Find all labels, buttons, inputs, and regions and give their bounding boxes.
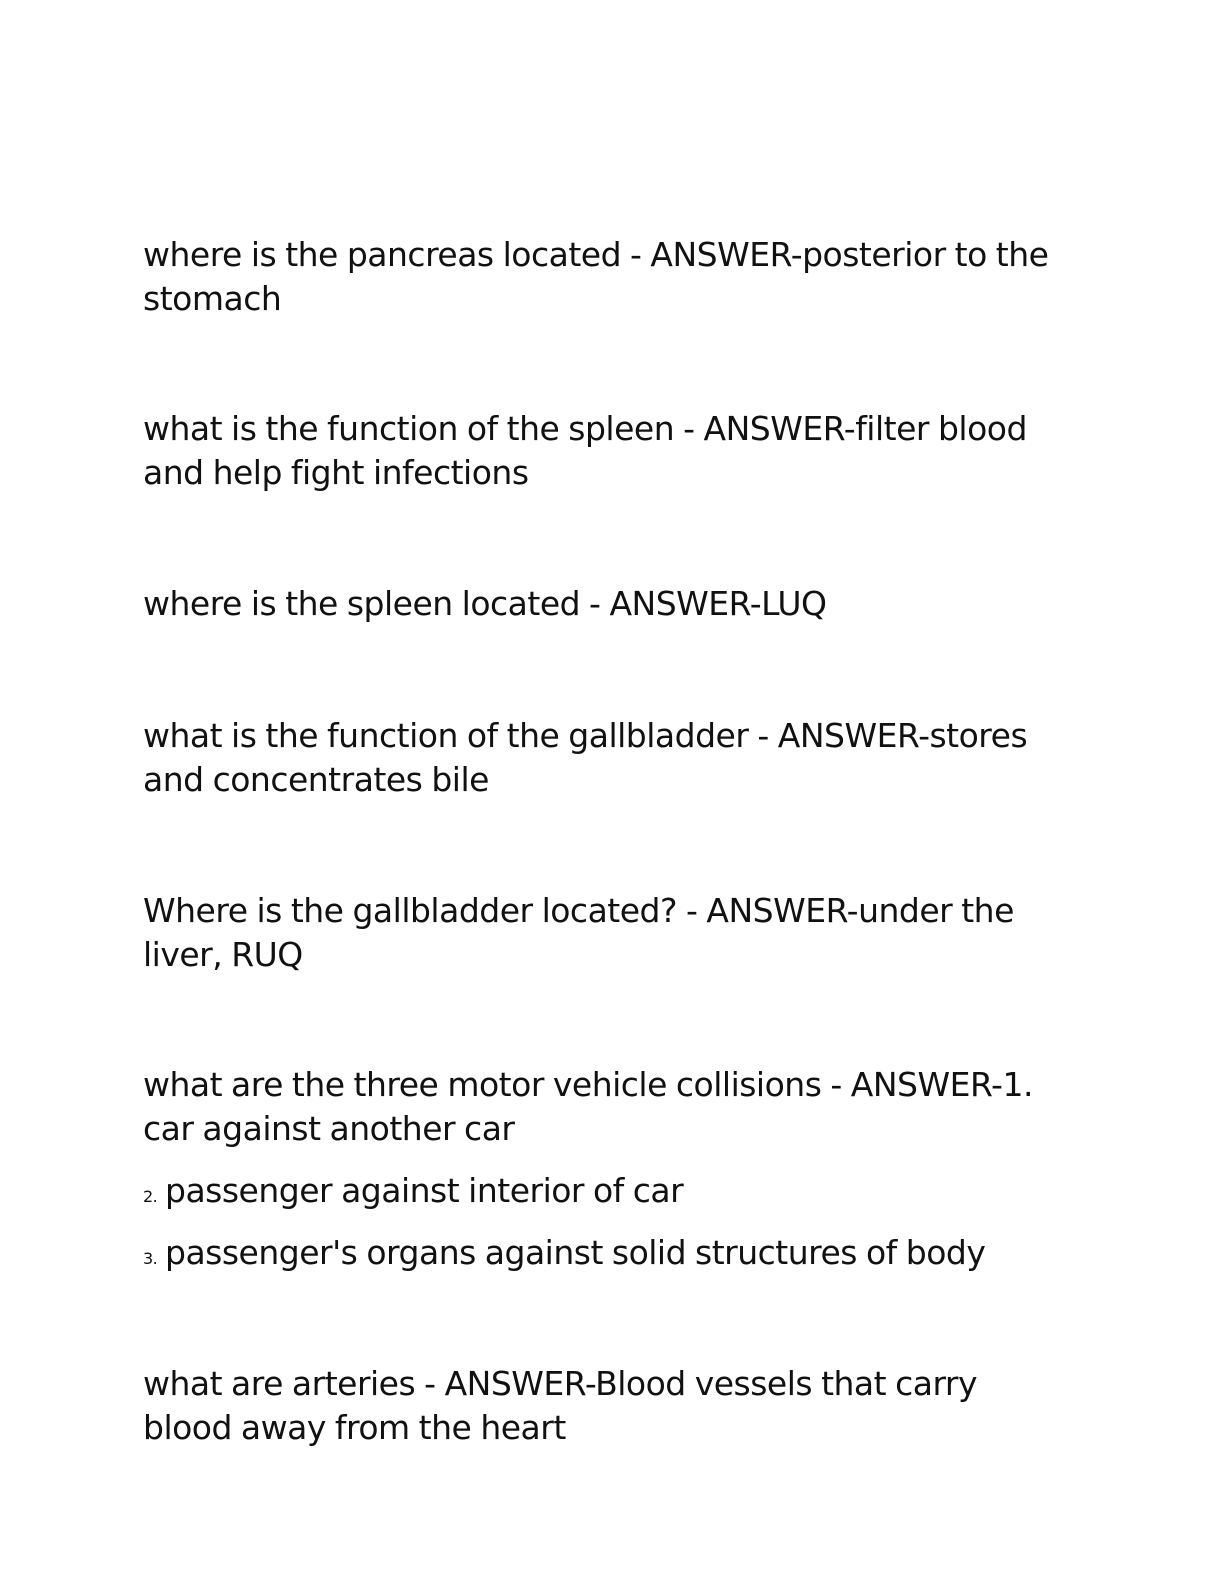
qa-arteries: what are arteries - ANSWER-Blood vessels that carry blood away from the heart bbox=[143, 1364, 978, 1447]
list-item-number: 3. bbox=[143, 1249, 158, 1268]
qa-gallbladder-function: what is the function of the gallbladder - ANSWER-stores and concentrates bile bbox=[143, 716, 1028, 799]
list-item-number: 2. bbox=[143, 1187, 158, 1206]
list-item-text: passenger against interior of car bbox=[165, 1171, 684, 1210]
list-item-text: passenger's organs against solid structures of body bbox=[165, 1233, 986, 1272]
list-item bbox=[143, 1169, 1073, 1219]
qa-pancreas-location: where is the pancreas located - ANSWER-posterior to the stomach bbox=[143, 235, 1049, 318]
qa-gallbladder-location: Where is the gallbladder located? - ANSWER-under the liver, RUQ bbox=[143, 891, 1014, 974]
qa-spleen-function: what is the function of the spleen - ANSWER-filter blood and help fight infections bbox=[143, 409, 1027, 492]
qa-motor-vehicle-collisions: what are the three motor vehicle collisions - ANSWER-1. car against another car bbox=[143, 1065, 1033, 1148]
list-item bbox=[143, 1231, 1073, 1281]
qa-spleen-location: where is the spleen located - ANSWER-LUQ bbox=[143, 584, 827, 623]
